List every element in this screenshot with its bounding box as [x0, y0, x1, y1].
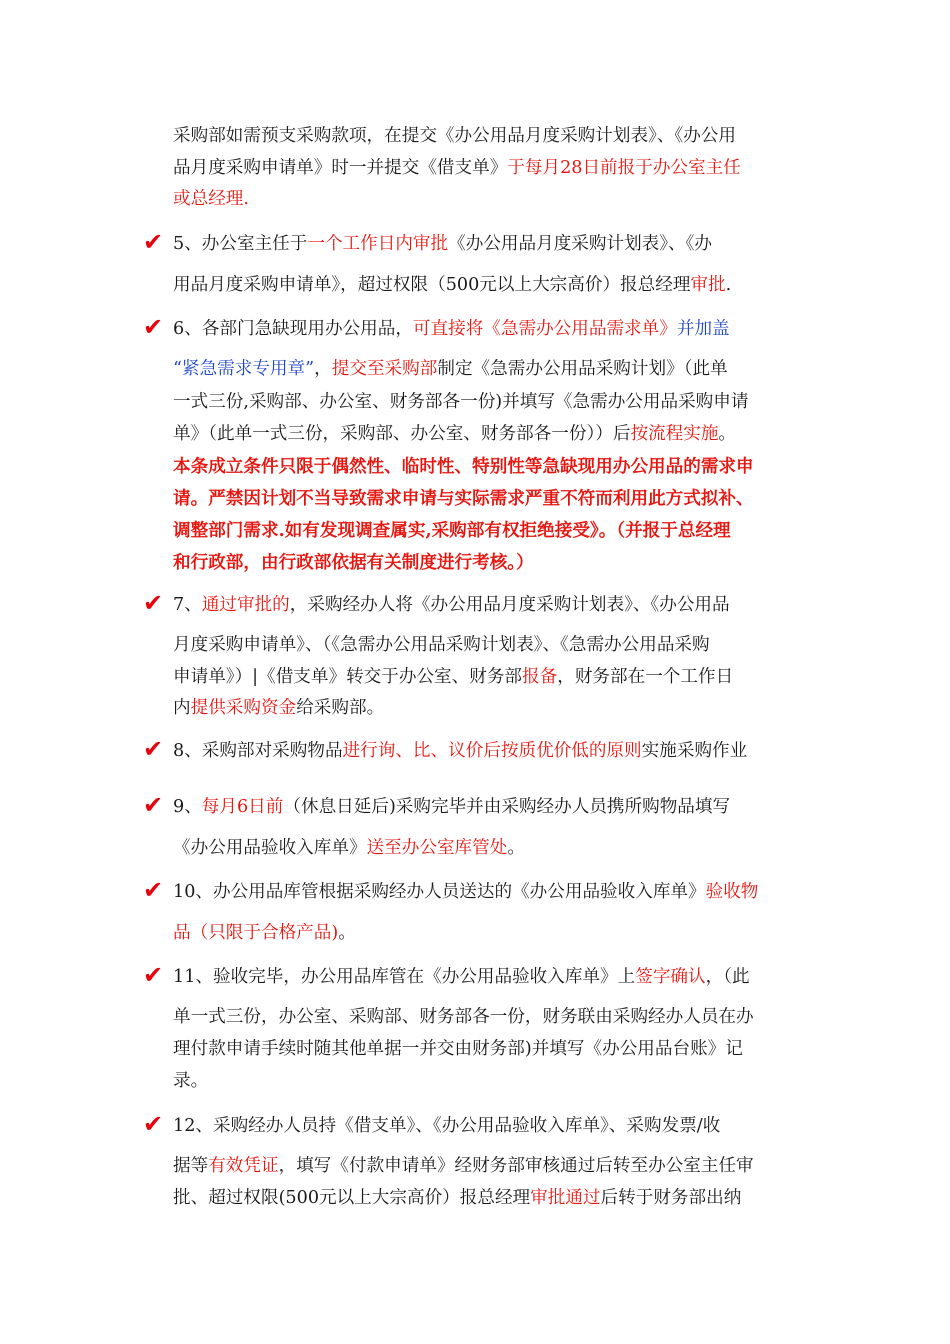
highlighted-text: 或总经理.: [173, 189, 249, 209]
highlighted-text: 和行政部，由行政部依据有关制度进行考核。）: [173, 552, 534, 573]
text-line: [173, 796, 730, 818]
text-run: 后转于财务部出纳: [600, 1188, 742, 1208]
text-line: [173, 157, 741, 179]
text-line: [173, 666, 733, 688]
checkmark-icon: ✔: [143, 735, 164, 763]
text-run: 。: [338, 923, 356, 943]
text-run: ，采购经办人将《办公用品月度采购计划表》、《办公用品: [289, 595, 730, 615]
text-run: 7、: [173, 595, 202, 615]
text-line: [173, 233, 712, 255]
checkmark-icon: ✔: [143, 1110, 164, 1138]
text-run: 单》（此单一式三份，采购部、办公室、财务部各一份））后: [173, 424, 631, 444]
highlighted-text: 于每月28日前报于办公室主任: [507, 158, 741, 178]
text-line: [173, 1006, 754, 1028]
text-line: [173, 520, 731, 542]
text-run: （休息日延后)采购完毕并由采购经办人员携所购物品填写: [283, 797, 731, 817]
highlighted-text: 并加盖: [676, 319, 730, 339]
text-run: 一式三份,采购部、办公室、财务部各一份)并填写《急需办公用品采购申请: [173, 392, 749, 412]
text-run: 9、: [173, 797, 202, 817]
text-run: 8、采购部对采购物品: [173, 741, 343, 761]
text-line: [173, 837, 525, 859]
text-run: 12、采购经办人员持《借支单》、《办公用品验收入库单》、采购发票/收: [173, 1116, 721, 1136]
checkmark-icon: ✔: [143, 791, 164, 819]
highlighted-text: 验收物: [705, 882, 759, 902]
text-line: [173, 922, 356, 944]
highlighted-text: 送至办公室库管处: [366, 838, 508, 858]
text-run: 品月度采购申请单》时一并提交《借支单》: [173, 158, 508, 178]
text-run: 内: [173, 698, 191, 718]
highlighted-text: 报备: [522, 667, 558, 687]
text-line: [173, 188, 249, 210]
text-run: 月度采购申请单》、（《急需办公用品采购计划表》、《急需办公用品采购: [173, 635, 710, 655]
text-run: ，财务部在一个工作日: [557, 667, 734, 687]
highlighted-text: 本条成立条件只限于偶然性、临时性、特别性等急缺现用办公用品的需求申: [173, 456, 754, 477]
highlighted-text: 提交至采购部: [331, 359, 438, 379]
text-run: 录。: [173, 1071, 209, 1091]
text-run: 给采购部。: [296, 698, 385, 718]
text-line: [173, 740, 747, 762]
highlighted-text: 进行询、比、议价后按质优价低的原则: [342, 741, 642, 761]
highlighted-text: 提供采购资金: [190, 698, 297, 718]
text-run: 用品月度采购申请单》，超过权限（500元以上大宗高价）报总经理: [173, 275, 691, 295]
text-run: 。: [507, 838, 525, 858]
text-run: 11、验收完毕，办公用品库管在《办公用品验收入库单》上: [173, 967, 636, 987]
text-line: [173, 1115, 720, 1137]
text-run: 5、办公室主任于: [173, 234, 308, 254]
text-line: [173, 274, 731, 296]
text-run: 实施采购作业: [641, 741, 748, 761]
text-line: [173, 552, 534, 574]
text-run: .: [725, 275, 732, 295]
text-line: [173, 318, 730, 340]
text-run: 《办公用品验收入库单》: [173, 838, 367, 858]
text-run: 申请单》）|《借支单》转交于办公室、财务部: [173, 667, 523, 687]
text-run: 据等: [173, 1156, 209, 1176]
text-run: 。: [718, 424, 737, 444]
highlighted-text: 品（只限于合格产品): [173, 923, 339, 943]
text-run: 10、办公用品库管根据采购经办人员送达的《办公用品验收入库单》: [173, 882, 706, 902]
highlighted-text: 一个工作日内审批: [307, 234, 449, 254]
highlighted-text: 按流程实施: [630, 424, 719, 444]
text-run: ，（此: [705, 967, 750, 987]
text-line: [173, 1187, 741, 1209]
text-run: 批、超过权限(500元以上大宗高价）报总经理: [173, 1188, 531, 1208]
text-line: [173, 488, 754, 510]
text-run: ，填写《付款申请单》经财务部审核通过后转至办公室主任审: [278, 1156, 754, 1176]
text-line: [173, 1070, 208, 1092]
highlighted-text: 通过审批的: [201, 595, 290, 615]
highlighted-text: 请。严禁因计划不当导致需求申请与实际需求严重不符而利用此方式拟补、: [173, 488, 754, 509]
text-line: [173, 966, 750, 988]
text-line: [173, 1038, 743, 1060]
checkmark-icon: ✔: [143, 961, 164, 989]
text-line: [173, 697, 384, 719]
checkmark-icon: ✔: [143, 313, 164, 341]
text-run: 6、各部门急缺现用办公用品，: [173, 319, 413, 339]
text-line: [173, 125, 736, 147]
text-line: [173, 594, 730, 616]
text-run: ，: [314, 359, 332, 379]
text-run: 理付款申请手续时随其他单据一并交由财务部)并填写《办公用品台账》记: [173, 1039, 743, 1059]
highlighted-text: 每月6日前: [201, 797, 284, 817]
highlighted-text: 审批通过: [530, 1188, 601, 1208]
text-line: [173, 634, 710, 656]
text-line: [173, 391, 748, 413]
text-run: 制定《急需办公用品采购计划》（此单: [437, 359, 728, 379]
text-line: [173, 456, 754, 478]
checkmark-icon: ✔: [143, 228, 164, 256]
text-run: 单一式三份，办公室、采购部、财务部各一份，财务联由采购经办人员在办: [173, 1007, 754, 1027]
text-run: 《办公用品月度采购计划表》、《办: [448, 234, 713, 254]
highlighted-text: 调整部门需求.如有发现调查属实,采购部有权拒绝接受》。（并报于总经理: [173, 520, 731, 541]
text-line: [173, 1155, 754, 1177]
highlighted-text: 有效凭证: [208, 1156, 279, 1176]
text-run: 采购部如需预支采购款项，在提交《办公用品月度采购计划表》、《办公用: [173, 126, 736, 146]
highlighted-text: “紧急需求专用章”: [173, 359, 315, 379]
text-line: [173, 423, 736, 445]
highlighted-text: 审批: [690, 275, 726, 295]
checkmark-icon: ✔: [143, 589, 164, 617]
checkmark-icon: ✔: [143, 876, 164, 904]
highlighted-text: 可直接将《急需办公用品需求单》: [412, 319, 677, 339]
highlighted-text: 签字确认: [635, 967, 706, 987]
text-line: [173, 881, 758, 903]
text-line: [173, 358, 728, 380]
